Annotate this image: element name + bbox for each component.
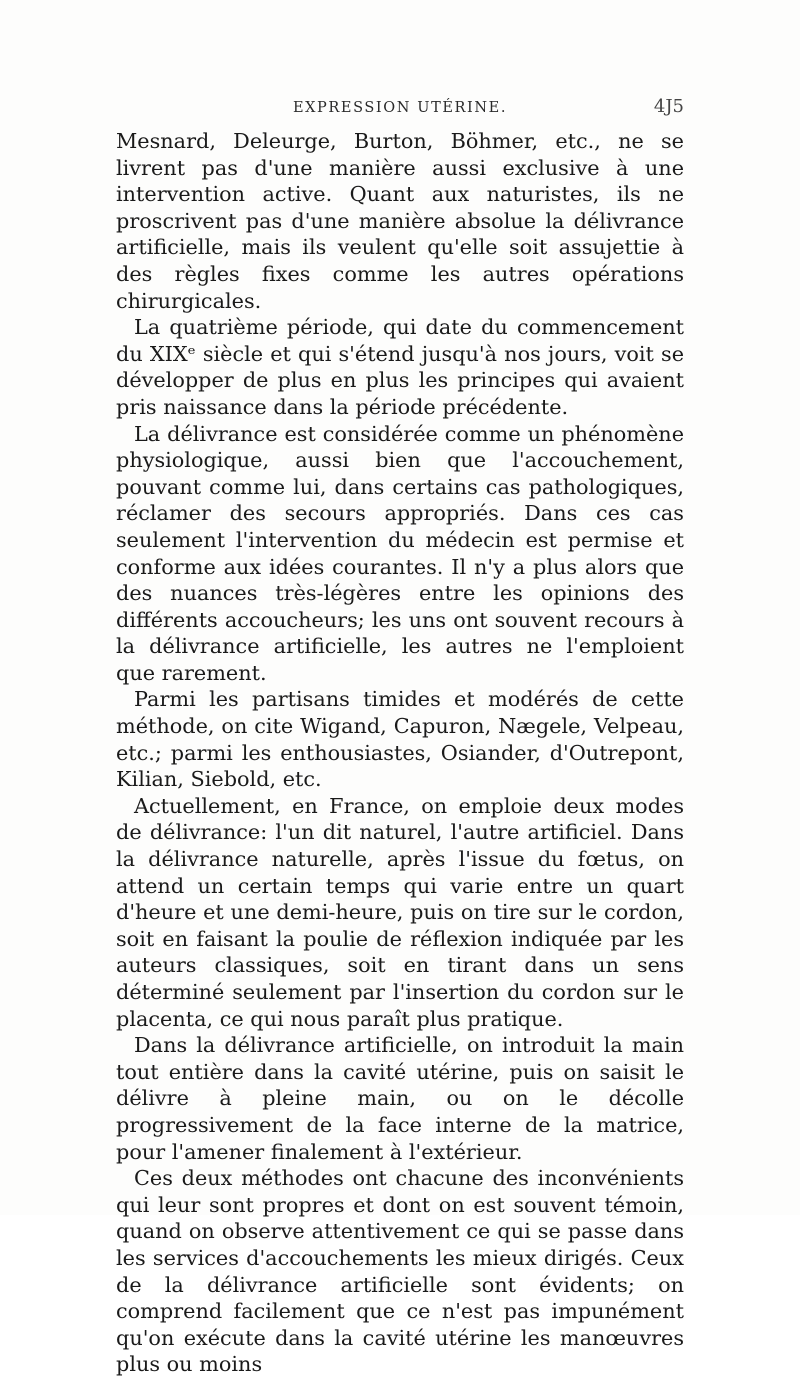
paragraph-inconvenients: Ces deux méthodes ont chacune des inconvénients qui leur sont propres et dont on est souvent témoin, quand on observe attentivement ce qui se passe dans les services d'accouchements les mieux dirigés. Ceux de la délivrance artificielle sont évidents; on comprend facilement que ce n'est pas impunément qu'on exécute dans la cavité utérine les manœuvres plus ou moins — [116, 1166, 684, 1377]
page-number: 4J5 — [653, 96, 684, 117]
paragraph-physiological: La délivrance est considérée comme un phénomène physiologique, aussi bien que l'accouchement, pouvant comme lui, dans certains cas pathologiques, réclamer des secours appropriés. Dans ces cas seulement l'intervention du médecin est permise et conforme aux idées courantes. Il n'y a plus alors que des nuances très-légères entre les opinions des différents accoucheurs; les uns ont souvent recours à la délivrance artificielle, les autres ne l'emploient que rarement. — [116, 421, 684, 685]
paragraph-fourth-period: La quatrième période, qui date du commencement du XIXᵉ siècle et qui s'étend jusqu'à nos jours, voit se développer de plus en plus les principes qui avaient pris naissance dans la période précédente. — [116, 315, 684, 419]
body-text — [116, 128, 684, 1378]
paragraph-partisans: Parmi les partisans timides et modérés de cette méthode, on cite Wigand, Capuron, Nægele, Velpeau, etc.; parmi les enthousiastes, Osiander, d'Outrepont, Kilian, Siebold, etc. — [116, 687, 684, 792]
paragraph-continuation: Mesnard, Deleurge, Burton, Böhmer, etc., ne se livrent pas d'une manière aussi exclusive à une intervention active. Quant aux naturistes, ils ne proscrivent pas d'une manière absolue la délivrance artificielle, mais ils veulent qu'elle soit assujettie à des règles fixes comme les autres opérations chirurgicales. — [116, 129, 684, 313]
running-title: EXPRESSION UTÉRINE. — [292, 100, 508, 116]
paragraph-two-modes: Actuellement, en France, on emploie deux modes de délivrance: l'un dit naturel, l'autre artificiel. Dans la délivrance naturelle, après l'issue du fœtus, on attend un certain temps qui varie entre un quart d'heure et une demi-heure, puis on tire sur le cordon, soit en faisant la poulie de réflexion indiquée par les auteurs classiques, soit en tirant dans un sens déterminé seulement par l'insertion du cordon sur le placenta, ce qui nous paraît plus pratique. — [116, 793, 684, 1031]
running-head — [116, 96, 684, 122]
paragraph-artificial: Dans la délivrance artificielle, on introduit la main tout entière dans la cavité utérine, puis on saisit le délivre à pleine main, ou on le décolle progressivement de la face interne de la matrice, pour l'amener finalement à l'extérieur. — [116, 1033, 684, 1164]
